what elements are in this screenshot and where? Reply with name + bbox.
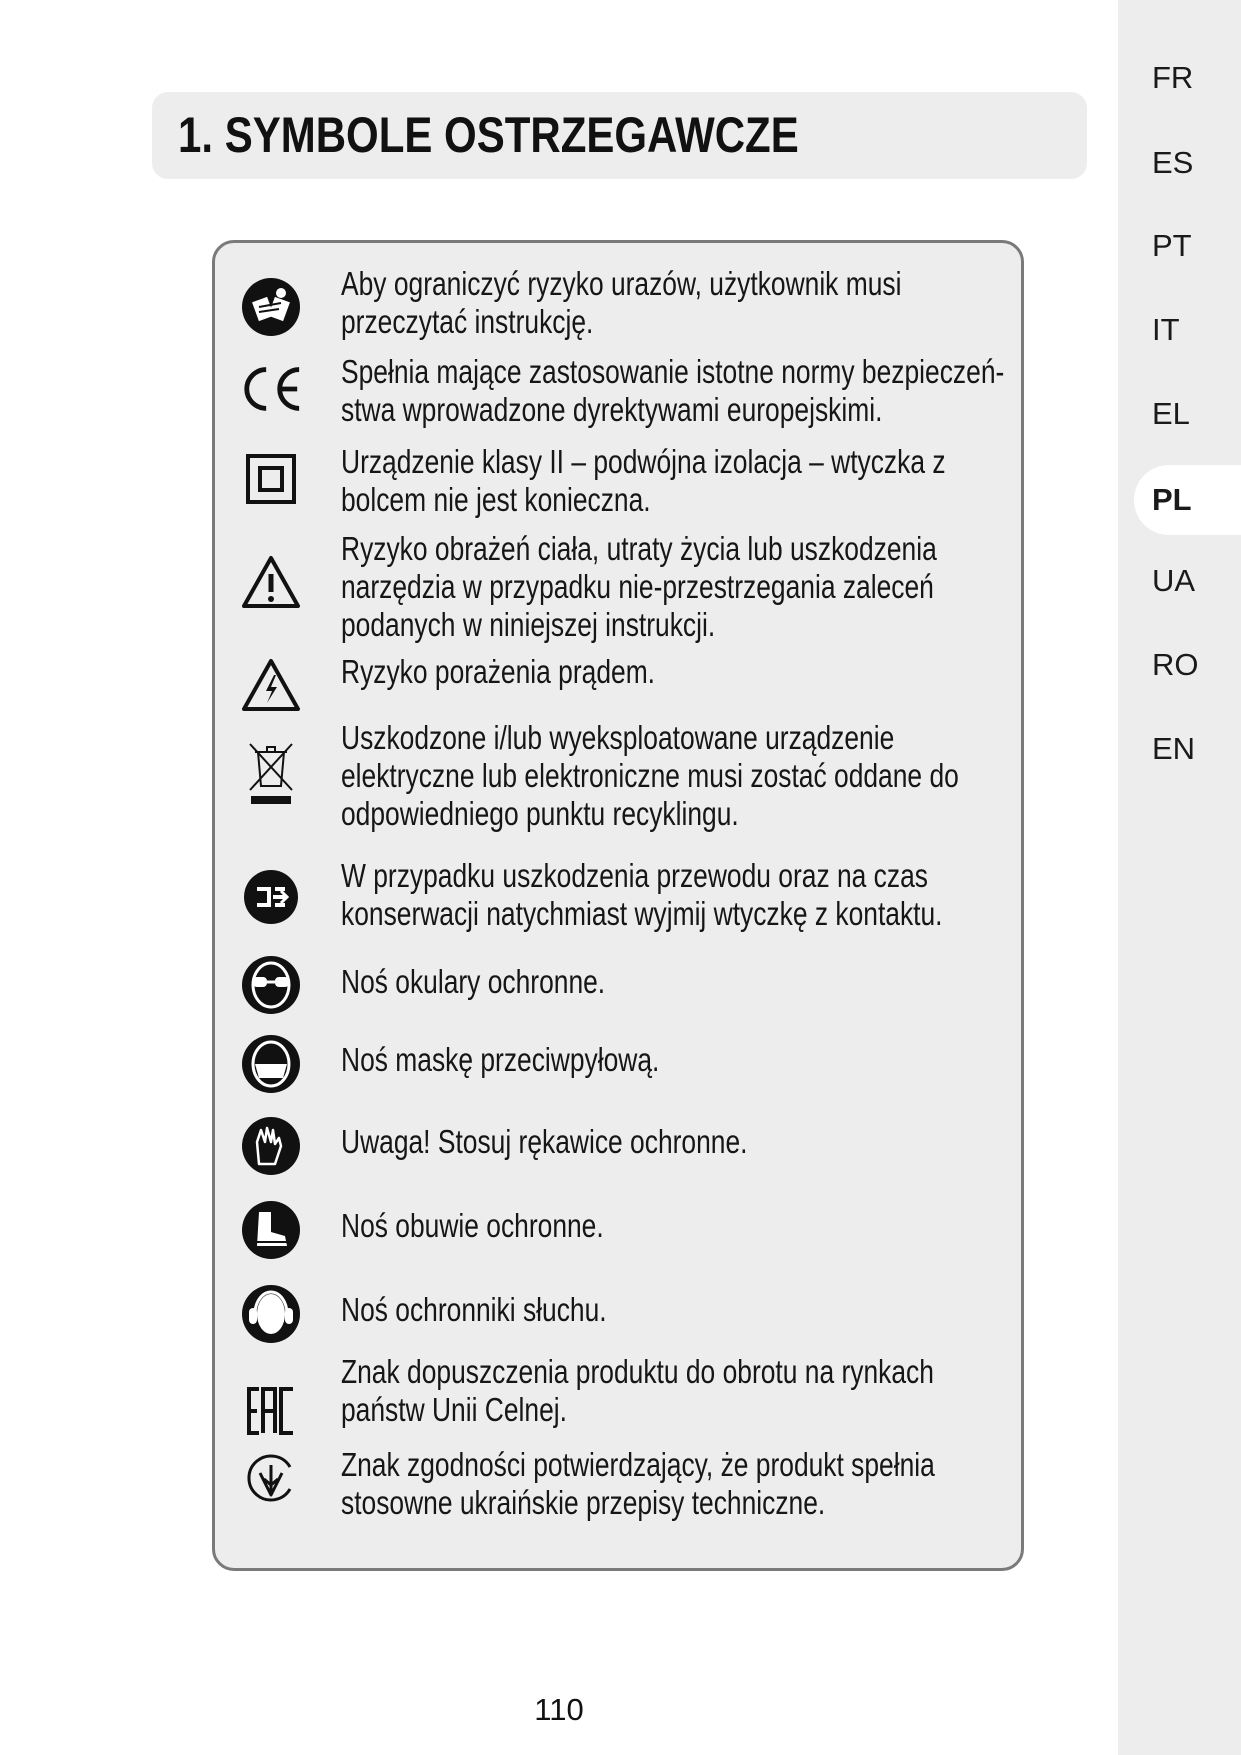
symbol-text: Urządzenie klasy II – podwójna izolacja – wtyczka z bolcem nie jest konieczna. — [341, 443, 946, 518]
lang-tab-en[interactable]: EN — [1152, 731, 1196, 766]
ce-mark-icon — [239, 357, 303, 421]
ear-protection-icon — [239, 1282, 303, 1346]
symbol-text: Spełnia mające zastosowanie istotne normy bezpieczeń-stwa wprowadzone dyrektywami europejskimi. — [341, 353, 1005, 428]
weee-bin-icon — [239, 741, 303, 805]
lang-tab-el[interactable]: EL — [1152, 396, 1190, 431]
page-title: 1. SYMBOLE OSTRZEGAWCZE — [178, 107, 799, 163]
lang-tab-it[interactable]: IT — [1152, 312, 1180, 347]
unplug-icon — [239, 865, 303, 929]
symbol-text: Noś okulary ochronne. — [341, 963, 606, 1000]
warning-triangle-icon — [239, 550, 303, 614]
symbol-text: Noś obuwie ochronne. — [341, 1207, 604, 1244]
safety-boots-icon — [239, 1198, 303, 1262]
eac-mark-icon — [239, 1379, 303, 1443]
dust-mask-icon — [239, 1032, 303, 1096]
symbol-text: Noś maskę przeciwpyłową. — [341, 1041, 660, 1078]
symbol-text: Znak dopuszczenia produktu do obrotu na rynkach państw Unii Celnej. — [341, 1353, 934, 1428]
electric-shock-icon — [239, 653, 303, 717]
symbol-text: Znak zgodności potwierdzający, że produkt spełnia stosowne ukraińskie przepisy techniczne. — [341, 1446, 935, 1521]
gloves-icon — [239, 1114, 303, 1178]
symbol-text: Aby ograniczyć ryzyko urazów, użytkownik musi przeczytać instrukcję. — [341, 265, 902, 340]
safety-glasses-icon — [239, 953, 303, 1017]
symbol-text: Uwaga! Stosuj rękawice ochronne. — [341, 1123, 748, 1160]
lang-tab-fr[interactable]: FR — [1152, 60, 1194, 95]
page-number: 110 — [534, 1692, 584, 1727]
lang-tab-ua[interactable]: UA — [1152, 563, 1196, 598]
symbol-text: Noś ochronniki słuchu. — [341, 1291, 607, 1328]
symbol-text: Uszkodzone i/lub wyeksploatowane urządzenie elektryczne lub elektroniczne musi zostać oddane do odpowiedniego punktu recyklingu. — [341, 719, 959, 832]
symbol-text: Ryzyko porażenia prądem. — [341, 653, 656, 690]
symbol-text: Ryzyko obrażeń ciała, utraty życia lub uszkodzenia narzędzia w przypadku nie-przestrzegania zaleceń podanych w niniejszej instrukcji. — [341, 530, 937, 643]
symbol-text: W przypadku uszkodzenia przewodu oraz na czas konserwacji natychmiast wyjmij wtyczkę z kontaktu. — [341, 857, 943, 932]
lang-tab-es[interactable]: ES — [1152, 145, 1194, 180]
ukrainian-conformity-icon — [239, 1446, 303, 1510]
class-ii-icon — [239, 447, 303, 511]
symbols-panel — [212, 240, 1024, 1571]
lang-tab-ro[interactable]: RO — [1152, 647, 1199, 682]
lang-tab-pt[interactable]: PT — [1152, 228, 1192, 263]
read-manual-icon — [239, 275, 303, 339]
lang-tab-pl[interactable]: PL — [1134, 465, 1241, 535]
section-title-bar — [152, 92, 1087, 179]
